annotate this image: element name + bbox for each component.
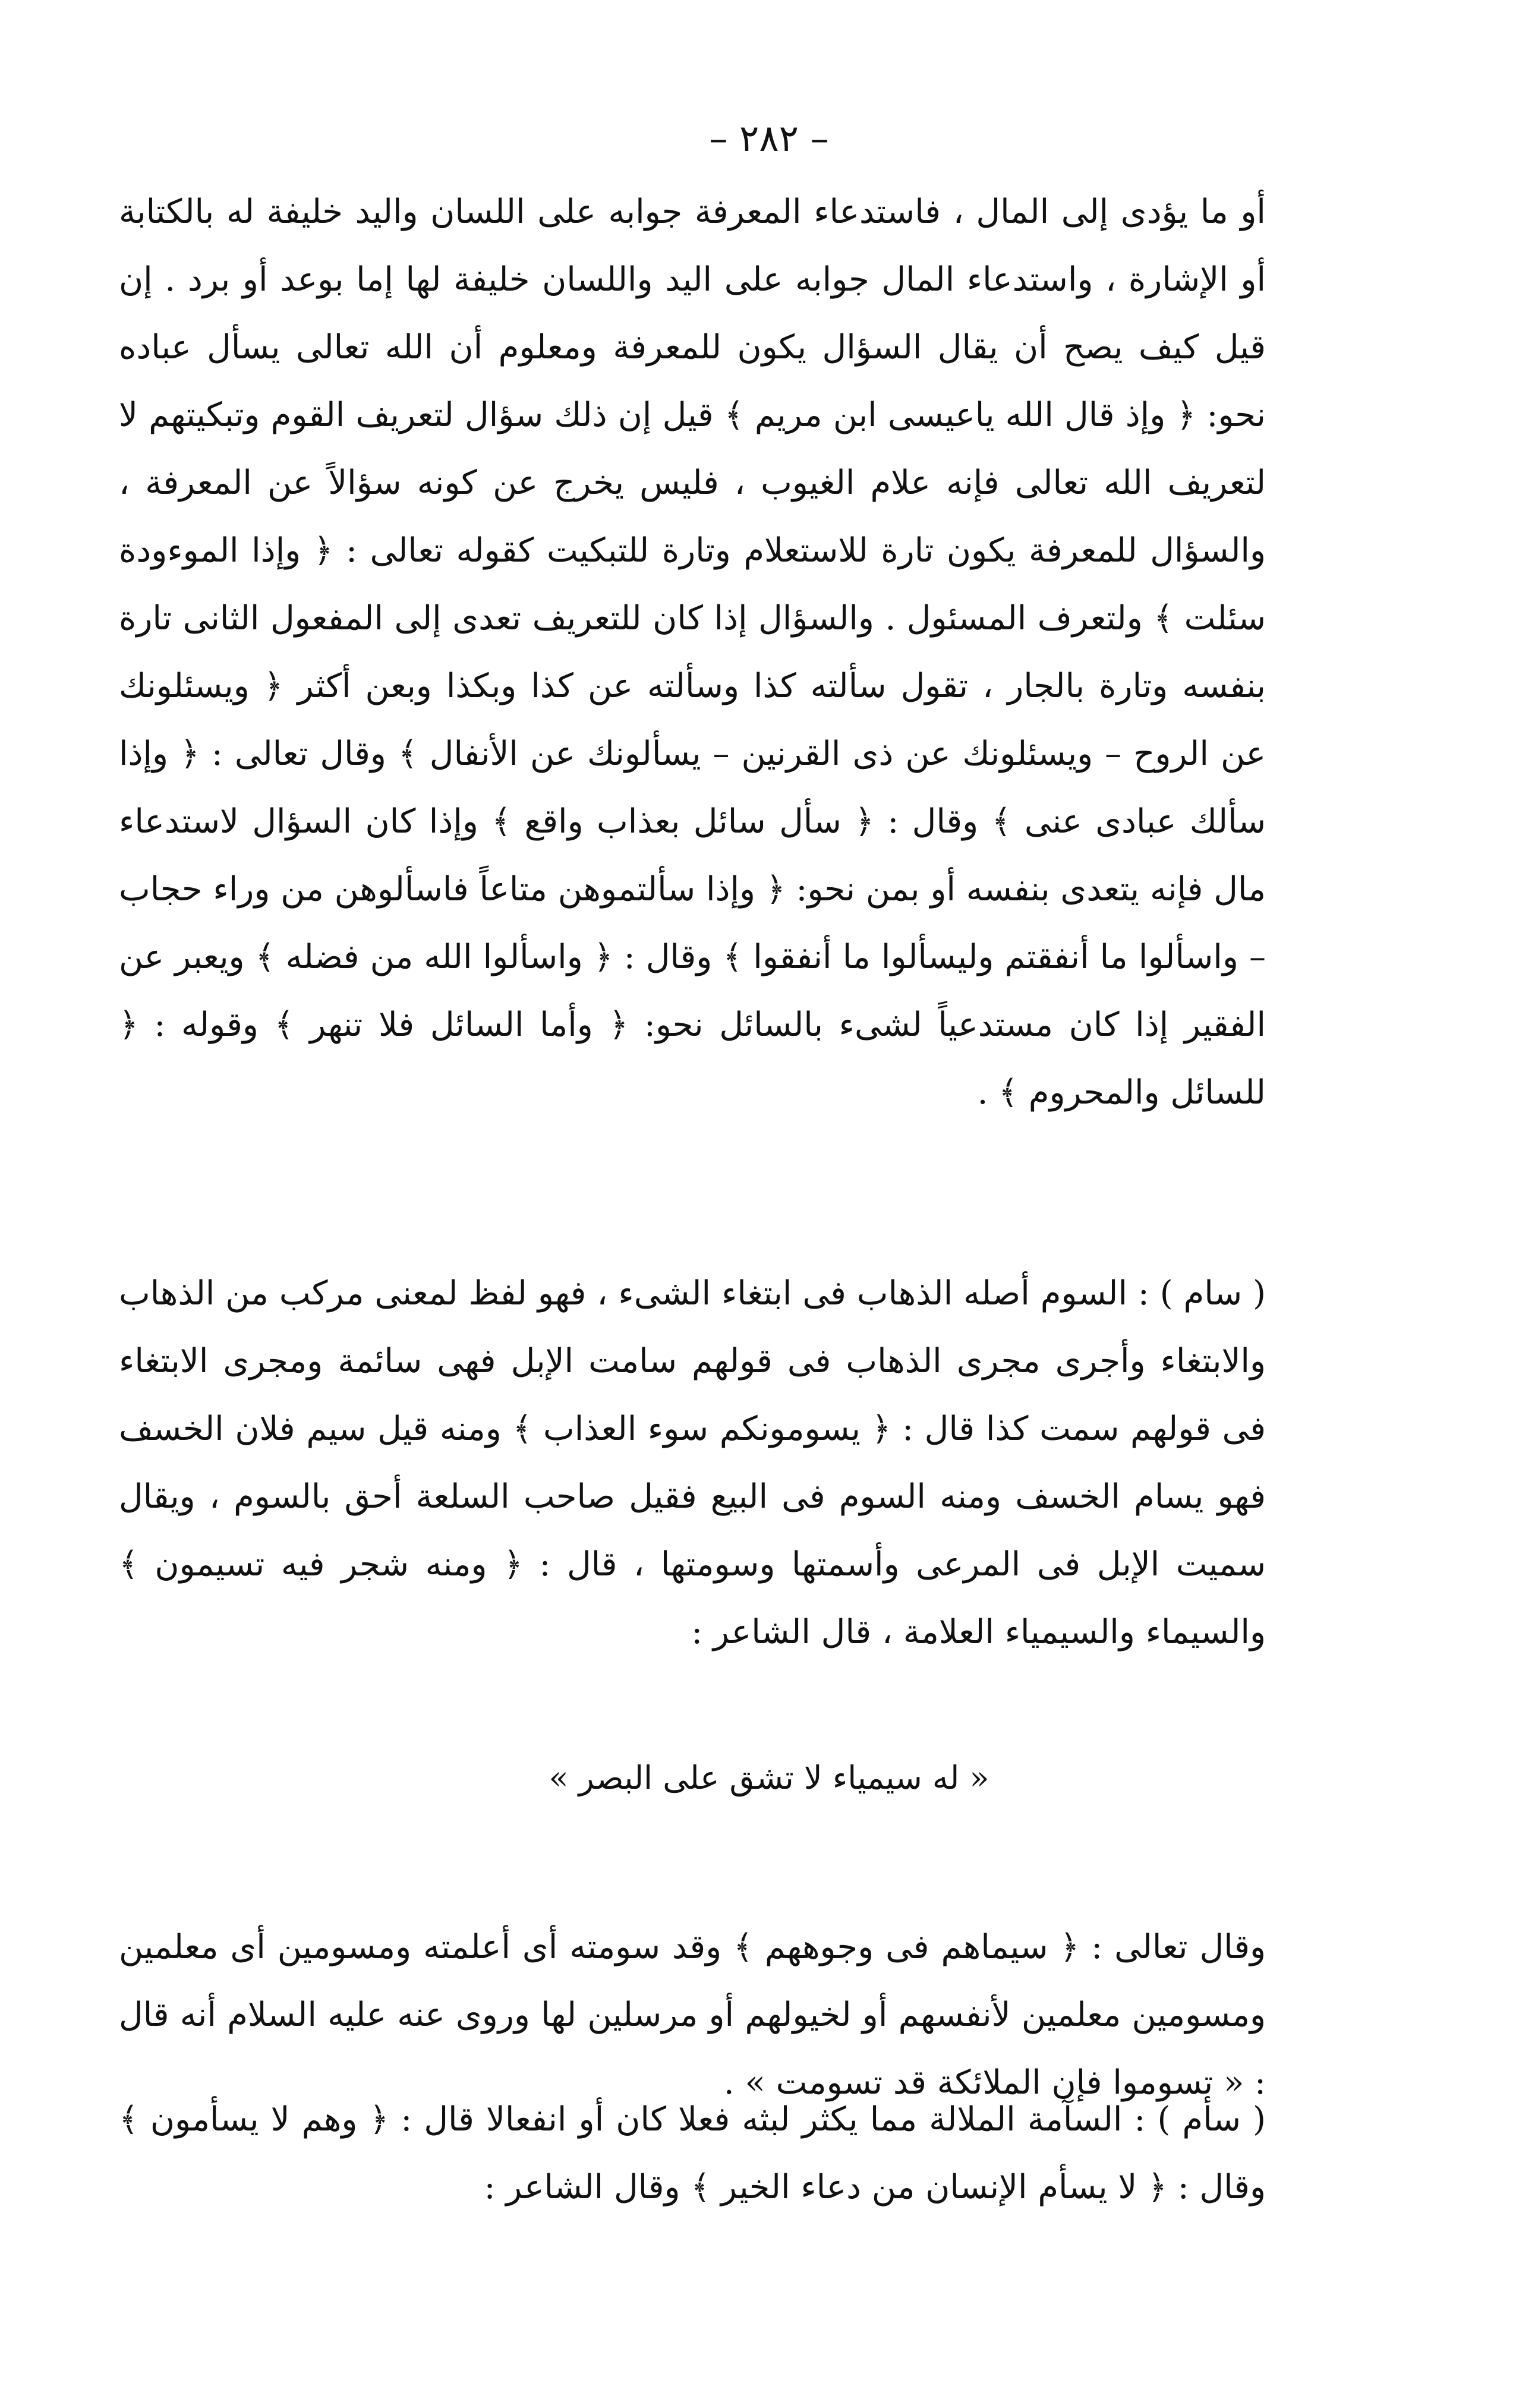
- paragraph-sual: [119, 178, 1266, 1127]
- paragraph-saam: [119, 2086, 1266, 2221]
- paragraph-sam: [119, 1260, 1266, 1666]
- paragraph-text: ( سام ) : السوم أصله الذهاب فى ابتغاء الشىء ، فهو لفظ لمعنى مركب من الذهاب والابتغاء وأجرى مجرى الذهاب فى قولهم سامت الإبل فهى سائمة ومجرى الابتغاء فى قولهم سمت كذا قال : ﴿ يسومونكم سوء العذاب ﴾ ومنه قيل سيم فلان الخسف فهو يسام الخسف ومنه السوم فى البيع فقيل صاحب السلعة أحق بالسوم ، ويقال سميت الإبل فى المرعى وأسمتها وسومتها ، قال : ﴿ ومنه شجر فيه تسيمون ﴾ والسيماء والسيمياء العلامة ، قال الشاعر :: [119, 1274, 1266, 1651]
- page-number: – ٢٨٢ –: [709, 116, 829, 160]
- paragraph-text: وقال تعالى : ﴿ سيماهم فى وجوههم ﴾ وقد سومته أى أعلمته ومسومين أى معلمين ومسومين معلمين لأنفسهم أو لخيولهم أو مرسلين لها وروى عنه عليه السلام أنه قال : « تسوموا فإن الملائكة قد تسومت » .: [119, 1928, 1266, 2102]
- poetry-verse: « له سيمياء لا تشق على البصر »: [549, 1759, 989, 1796]
- paragraph-text: أو ما يؤدى إلى المال ، فاستدعاء المعرفة جوابه على اللسان واليد خليفة له بالكتابة أو الإشارة ، واستدعاء المال جوابه على اليد واللسان خليفة لها إما بوعد أو برد . إن قيل كيف يصح أن يقال السؤال يكون للمعرفة ومعلوم أن الله تعالى يسأل عباده نحو: ﴿ وإذ قال الله ياعيسى ابن مريم ﴾ قيل إن ذلك سؤال لتعريف القوم وتبكيتهم لا لتعريف الله تعالى فإنه علام الغيوب ، فليس يخرج عن كونه سؤالاً عن المعرفة ، والسؤال للمعرفة يكون تارة للاستعلام وتارة للتبكيت كقوله تعالى : ﴿ وإذا الموءودة سئلت ﴾ ولتعرف المسئول . والسؤال إذا كان للتعريف تعدى إلى المفعول الثانى تارة بنفسه وتارة بالجار ، تقول سألته كذا وسألته عن كذا وبكذا وبعن أكثر ﴿ ويسئلونك عن الروح – ويسئلونك عن ذى القرنين – يسألونك عن الأنفال ﴾ وقال تعالى : ﴿ وإذا سألك عبادى عنى ﴾ وقال : ﴿ سأل سائل بعذاب واقع ﴾ وإذا كان السؤال لاستدعاء مال فإنه يتعدى بنفسه أو بمن نحو: ﴿ وإذا سألتموهن متاعاً فاسألوهن من وراء حجاب – واسألوا ما أنفقتم وليسألوا ما أنفقوا ﴾ وقال : ﴿ واسألوا الله من فضله ﴾ ويعبر عن الفقير إذا كان مستدعياً لشىء بالسائل نحو: ﴿ وأما السائل فلا تنهر ﴾ وقوله : ﴿ للسائل والمحروم ﴾ .: [119, 193, 1266, 1112]
- paragraph-text: ( سأم ) : السآمة الملالة مما يكثر لبثه فعلا كان أو انفعالا قال : ﴿ وهم لا يسأمون ﴾ وقال : ﴿ لا يسأم الإنسان من دعاء الخير ﴾ وقال الشاعر :: [119, 2100, 1266, 2207]
